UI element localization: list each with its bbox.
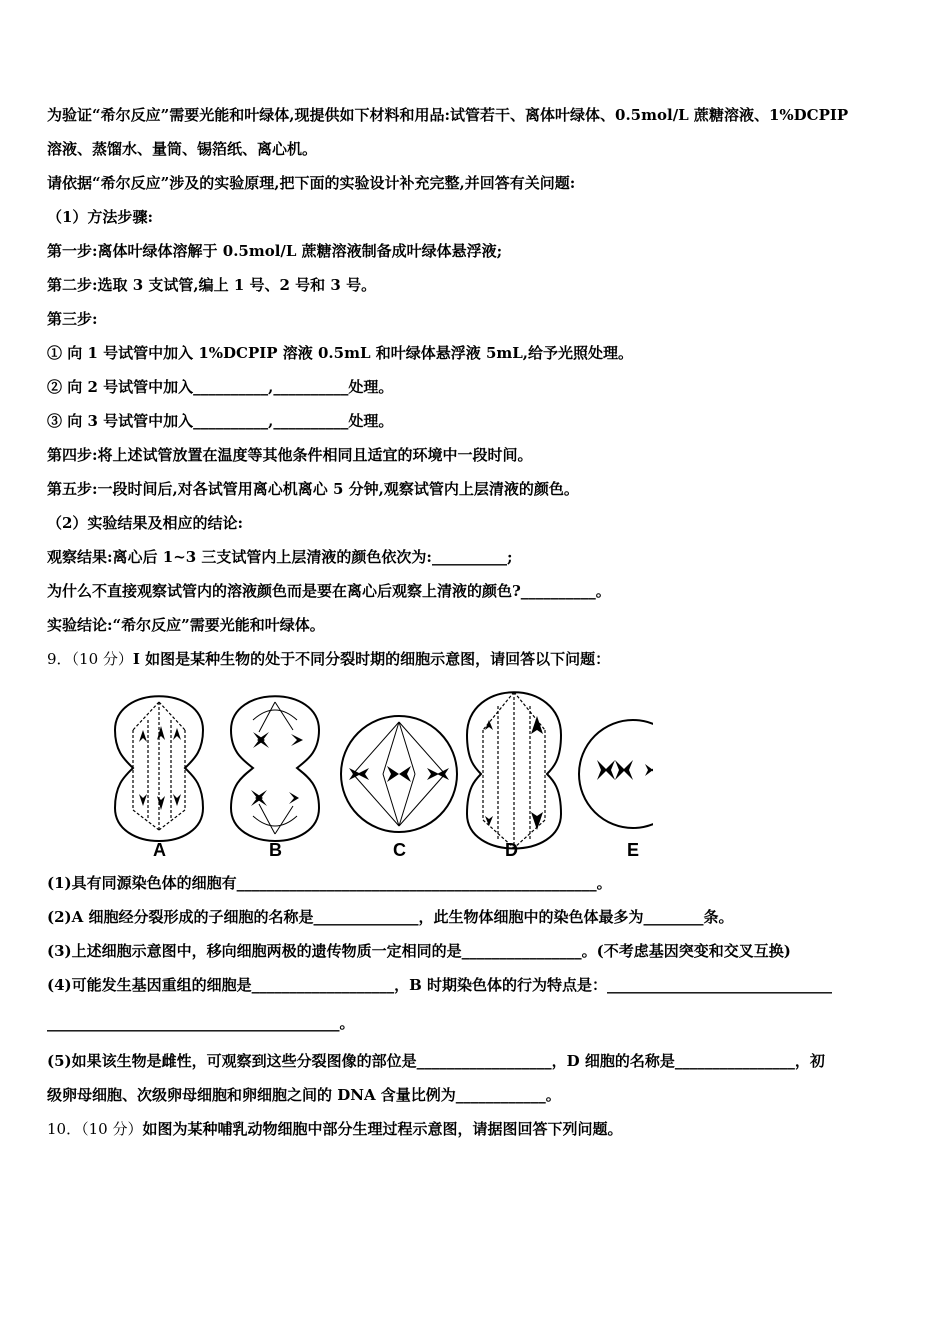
question-9-number: 9．（10 分） xyxy=(47,650,133,668)
cell-a-chromosomes xyxy=(139,726,181,810)
fig-label-a: A xyxy=(153,840,166,860)
step-2: 第二步:选取 3 支试管,编上 1 号、2 号和 3 号。 xyxy=(47,276,377,294)
sub-step-3: ③ 向 3 号试管中加入__________,__________处理。 xyxy=(47,412,394,430)
question-9-part-5: (5)如果该生物是雌性，可观察到这些分裂图像的部位是__________________，D 细胞的名称是________________，初 xyxy=(47,1052,825,1070)
intro-line-1: 为验证“希尔反应”需要光能和叶绿体,现提供如下材料和用品:试管若干、离体叶绿体、0.5mol/L 蔗糖溶液、1%DCPIP xyxy=(47,106,849,124)
question-9-stem xyxy=(47,642,907,676)
conclusion: 实验结论:“希尔反应”需要光能和叶绿体。 xyxy=(47,616,325,634)
question-9-part-2: (2)A 细胞经分裂形成的子细胞的名称是______________，此生物体细胞中的染色体最多为________条。 xyxy=(47,908,734,926)
method-heading: （1）方法步骤: xyxy=(47,208,153,226)
step-5: 第五步:一段时间后,对各试管用离心机离心 5 分钟,观察试管内上层清液的颜色。 xyxy=(47,480,579,498)
step-3: 第三步: xyxy=(47,310,98,328)
fig-label-b: B xyxy=(269,840,282,860)
question-10-stem xyxy=(47,1112,907,1146)
cell-c-chromosomes xyxy=(349,766,449,782)
question-9-part-1: (1)具有同源染色体的细胞有________________________________________________。 xyxy=(47,874,612,892)
cell-b-spindle xyxy=(253,702,297,834)
fig-label-e: E xyxy=(627,840,640,860)
fig-label-d: D xyxy=(505,840,518,860)
document-page xyxy=(47,98,907,1146)
cell-b-chromosomes xyxy=(251,732,303,806)
sub-step-2: ② 向 2 号试管中加入__________,__________处理。 xyxy=(47,378,394,396)
cell-a-spindle xyxy=(133,702,185,830)
intro-line-2: 溶液、蒸馏水、量筒、锡箔纸、离心机。 xyxy=(47,140,318,158)
cell-e-outline xyxy=(579,720,653,828)
cell-division-diagram xyxy=(53,680,653,860)
intro-line-3: 请依据“希尔反应”涉及的实验原理,把下面的实验设计补充完整,并回答有关问题: xyxy=(47,174,576,192)
sub-step-1: ① 向 1 号试管中加入 1%DCPIP 溶液 0.5mL 和叶绿体悬浮液 5mL,给予光照处理。 xyxy=(47,344,634,362)
question-9-text: I 如图是某种生物的处于不同分裂时期的细胞示意图，请回答以下问题： xyxy=(132,650,611,668)
result-heading: （2）实验结果及相应的结论: xyxy=(47,514,243,532)
cell-e-chromosomes xyxy=(597,760,653,780)
question-9-part-5-continued: 级卵母细胞、次级卵母细胞和卵细胞之间的 DNA 含量比例为____________。 xyxy=(47,1086,561,1104)
why-question: 为什么不直接观察试管内的溶液颜色而是要在离心后观察上清液的颜色?__________。 xyxy=(47,582,611,600)
cell-division-figure xyxy=(53,680,907,864)
cell-d-outline xyxy=(467,692,561,848)
question-9-part-3: (3)上述细胞示意图中，移向细胞两极的遗传物质一定相同的是________________。(不考虑基因突变和交叉互换) xyxy=(47,942,791,960)
question-9-part-4: (4)可能发生基因重组的细胞是___________________，B 时期染色体的行为特点是：______________________________ xyxy=(47,976,833,994)
question-10-text: 如图为某种哺乳动物细胞中部分生理过程示意图，请据图回答下列问题。 xyxy=(142,1120,623,1138)
step-1: 第一步:离体叶绿体溶解于 0.5mol/L 蔗糖溶液制备成叶绿体悬浮液; xyxy=(47,242,503,260)
fig-label-c: C xyxy=(393,840,406,860)
cell-b-outline xyxy=(231,696,319,841)
step-4: 第四步:将上述试管放置在温度等其他条件相同且适宜的环境中一段时间。 xyxy=(47,446,533,464)
question-9-part-4-continued: _______________________________________。 xyxy=(47,1014,355,1032)
question-10-number: 10．（10 分） xyxy=(47,1120,143,1138)
observation-question: 观察结果:离心后 1~3 三支试管内上层清液的颜色依次为:__________; xyxy=(47,548,513,566)
